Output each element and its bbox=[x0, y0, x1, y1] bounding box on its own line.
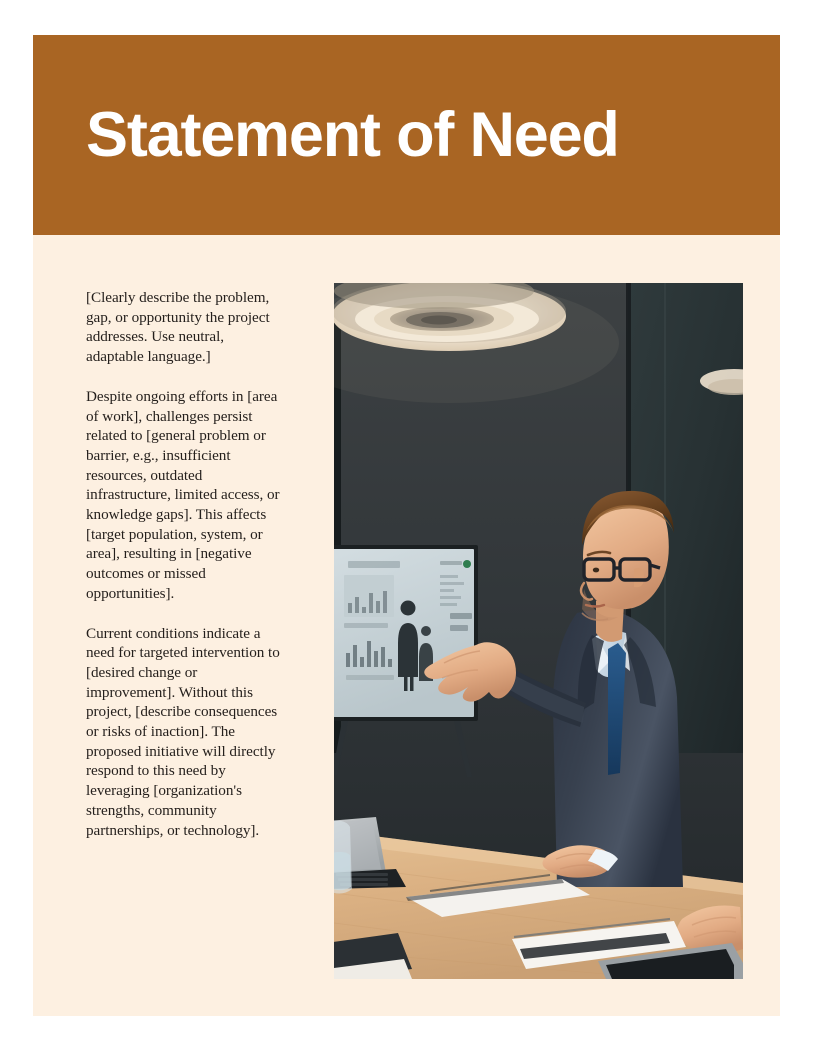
water-glass bbox=[334, 821, 352, 894]
page-title: Statement of Need bbox=[86, 99, 619, 170]
body-text-column bbox=[86, 288, 282, 840]
content-panel bbox=[33, 235, 780, 1016]
body-paragraph-2: Despite ongoing efforts in [area of work], challenges persist related to [general problem or barrier, e.g., insufficient resources, outdated infrastructure, limited access, or knowledge gaps]. This affects [target population, system, or area], resulting in [negative outcomes or missed opportunities]. bbox=[86, 387, 280, 602]
body-paragraph-1: [Clearly describe the problem, gap, or opportunity the project addresses. Use neutral, adaptable language.] bbox=[86, 289, 270, 366]
body-paragraph-3: Current conditions indicate a need for targeted intervention to [desired change or improvement]. Without this project, [describe consequences or risks of inaction]. The proposed initiative will directly respond to this need by leveraging [organization's strengths, community partnerships, or technology]. bbox=[86, 624, 280, 839]
header-band bbox=[33, 35, 780, 235]
meeting-photo bbox=[334, 283, 743, 979]
meeting-photo-illustration bbox=[334, 283, 743, 979]
